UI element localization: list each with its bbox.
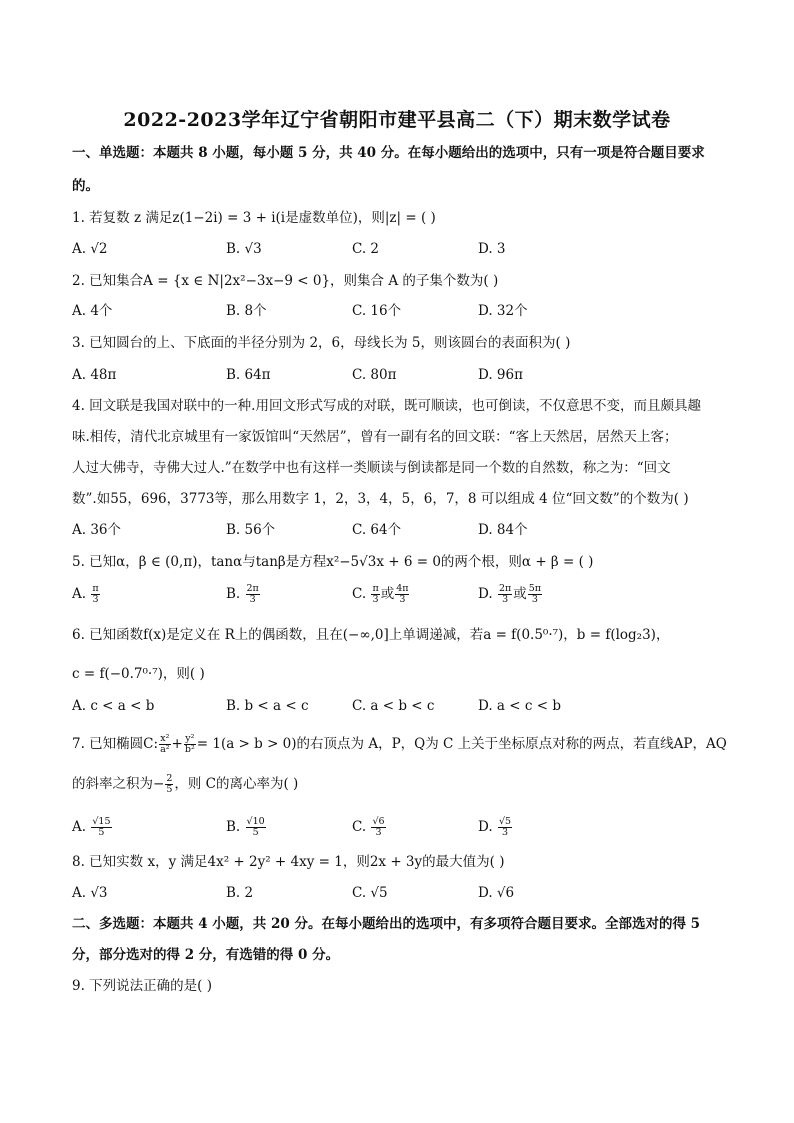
- q4-option-d: D. 84个: [478, 522, 528, 538]
- q7-b-den: 5: [252, 827, 259, 838]
- question-7-line-2: [72, 774, 722, 795]
- q7-option-b: [226, 817, 267, 838]
- question-4-line-4: 数”.如55，696，3773等，那么用数字 1，2，3，4，5，6，7，8 可以组成 4 位“回文数”的个数为( ): [72, 491, 689, 507]
- q5-c-den-2: 3: [399, 594, 406, 605]
- q8-option-a: A. √3: [72, 885, 108, 901]
- q7-d-fraction: [498, 817, 512, 838]
- q5-d-fraction-1: [498, 584, 512, 605]
- q4-option-c: C. 64个: [352, 522, 402, 538]
- q7-x-num: x²: [160, 733, 170, 744]
- q5-d-fraction-2: [528, 584, 542, 605]
- q8-option-d: D. √6: [478, 885, 515, 901]
- q7-question-text: ，则 C的离心率为( ): [174, 776, 299, 792]
- q7-y-num: y²: [185, 733, 195, 744]
- question-6-line-1: 6. 已知函数f(x)是定义在 R上的偶函数，且在(−∞,0]上单调递减，若a = f(0.5⁰·⁷)，b = f(log₂3)，: [72, 627, 670, 643]
- q5-option-c: [352, 584, 410, 605]
- q7-stem-start: 7. 已知椭圆C:: [72, 736, 159, 752]
- q4-option-a: A. 36个: [72, 522, 122, 538]
- question-7-line-1: [72, 733, 727, 755]
- q1-option-c: C. 2: [352, 241, 380, 257]
- q7-option-d: [478, 817, 513, 838]
- q7-option-a: [72, 817, 113, 838]
- q5-a-label: A.: [72, 586, 91, 602]
- q1-option-d: D. 3: [478, 241, 506, 257]
- q7-slope-text: 的斜率之积为−: [72, 776, 165, 792]
- q5-b-num: 2π: [246, 583, 259, 594]
- question-2: 2. 已知集合A = {x ∈ N|2x²−3x−9 < 0}，则集合 A 的子集个数为( ): [72, 273, 499, 289]
- q1-option-a: A. √2: [72, 241, 108, 257]
- q7-y-fraction: [184, 734, 196, 755]
- q7-plus: +: [171, 736, 183, 752]
- q2-option-b: B. 8个: [226, 303, 267, 319]
- q8-option-c: C. √5: [352, 885, 388, 901]
- q3-option-a: A. 48π: [72, 367, 117, 383]
- q4-option-b: B. 56个: [226, 522, 276, 538]
- question-9: 9. 下列说法正确的是( ): [72, 978, 212, 994]
- q5-option-a: [72, 584, 101, 605]
- question-4-line-3: 人过大佛寺，寺佛大过人.”在数学中也有这样一类顺读与倒读都是同一个数的自然数，称之为：“回文: [72, 460, 671, 476]
- q6-option-b: B. b < a < c: [226, 698, 309, 714]
- q7-slope-num: 2: [166, 773, 173, 784]
- section-2-heading: 二、多选题：本题共 4 小题，共 20 分。在每小题给出的选项中，有多项符合题目要求。全部选对的得 5: [72, 916, 701, 932]
- question-4-line-1: 4. 回文联是我国对联中的一种.用回文形式写成的对联，既可顺读，也可倒读，不仅意思不变，而且颇具趣: [72, 398, 701, 414]
- q5-c-den-1: 3: [372, 594, 379, 605]
- q7-y-den: b²: [184, 744, 195, 755]
- question-5: 5. 已知α，β ∈ (0,π)，tanα与tanβ是方程x²−5√3x + 6 = 0的两个根，则α + β = ( ): [72, 554, 594, 570]
- section-1-heading-cont: 的。: [72, 178, 99, 194]
- section-2-heading-cont: 分，部分选对的得 2 分，有选错的得 0 分。: [72, 947, 340, 963]
- q5-c-num-2: 4π: [396, 583, 409, 594]
- q5-d-den-1: 3: [502, 594, 509, 605]
- q7-d-num: √5: [498, 816, 512, 827]
- q5-d-or: 或: [513, 586, 527, 602]
- q5-c-fraction-2: [395, 584, 409, 605]
- q7-d-label: D.: [478, 819, 497, 835]
- q7-b-num: √10: [246, 816, 265, 827]
- q7-x-fraction: [159, 734, 170, 755]
- q5-a-den: 3: [92, 594, 99, 605]
- q7-d-den: 3: [501, 827, 509, 838]
- q5-option-b: [226, 584, 261, 605]
- q6-option-d: D. a < c < b: [478, 698, 561, 714]
- q5-c-num-1: π: [372, 583, 379, 594]
- q7-option-c: [352, 817, 387, 838]
- q7-b-label: B.: [226, 819, 245, 835]
- q2-option-d: D. 32个: [478, 303, 528, 319]
- q7-a-den: 5: [98, 827, 105, 838]
- q3-option-b: B. 64π: [226, 367, 271, 383]
- q5-d-label: D.: [478, 586, 497, 602]
- question-6-line-2: c = f(−0.7⁰·⁷)，则( ): [72, 666, 205, 682]
- q7-c-num: √6: [372, 816, 385, 827]
- q1-option-b: B. √3: [226, 241, 262, 257]
- q7-c-label: C.: [352, 819, 371, 835]
- q8-option-b: B. 2: [226, 885, 254, 901]
- section-1-heading: 一、单选题：本题共 8 小题，每小题 5 分，共 40 分。在每小题给出的选项中，只有一项是符合题目要求: [72, 145, 705, 161]
- q5-b-den: 3: [249, 594, 256, 605]
- q7-slope-den: 5: [166, 784, 173, 795]
- q6-option-a: A. c < a < b: [72, 698, 155, 714]
- q5-c-label: C.: [352, 586, 371, 602]
- question-3: 3. 已知圆台的上、下底面的半径分别为 2，6，母线长为 5，则该圆台的表面积为( ): [72, 335, 571, 351]
- q5-c-or: 或: [380, 586, 395, 602]
- exam-title: 2022-2023学年辽宁省朝阳市建平县高二（下）期末数学试卷: [123, 109, 671, 131]
- q5-d-num-1: 2π: [498, 583, 512, 594]
- q2-option-a: A. 4个: [72, 303, 113, 319]
- q5-option-d: [478, 584, 543, 605]
- question-8: 8. 已知实数 x，y 满足4x² + 2y² + 4xy = 1，则2x + 3y的最大值为( ): [72, 854, 505, 870]
- q7-a-fraction: [91, 817, 111, 838]
- q5-d-den-2: 3: [531, 594, 538, 605]
- q2-option-c: C. 16个: [352, 303, 402, 319]
- q7-a-num: √15: [92, 816, 111, 827]
- q7-slope-fraction: [165, 774, 173, 795]
- q6-option-c: C. a < b < c: [352, 698, 435, 714]
- q5-a-fraction: [91, 584, 99, 605]
- q3-option-d: D. 96π: [478, 367, 523, 383]
- q5-c-fraction-1: [371, 584, 379, 605]
- q7-x-den: a²: [160, 744, 170, 755]
- q7-stem-end: = 1(a > b > 0)的右顶点为 A，P，Q为 C 上关于坐标原点对称的两点，若直线AP，AQ: [196, 736, 727, 752]
- q7-c-fraction: [371, 817, 385, 838]
- q5-b-label: B.: [226, 586, 245, 602]
- q7-c-den: 3: [375, 827, 382, 838]
- q7-a-label: A.: [72, 819, 91, 835]
- question-1: 1. 若复数 z 满足z(1−2i) = 3 + i(i是虚数单位)，则|z| = ( ): [72, 210, 436, 226]
- q5-a-num: π: [92, 583, 99, 594]
- q7-b-fraction: [246, 817, 266, 838]
- question-4-line-2: 味.相传，清代北京城里有一家饭馆叫“天然居”，曾有一副有名的回文联：“客上天然居，居然天上客；: [72, 429, 678, 445]
- q3-option-c: C. 80π: [352, 367, 397, 383]
- q5-b-fraction: [246, 584, 260, 605]
- q5-d-num-2: 5π: [528, 583, 542, 594]
